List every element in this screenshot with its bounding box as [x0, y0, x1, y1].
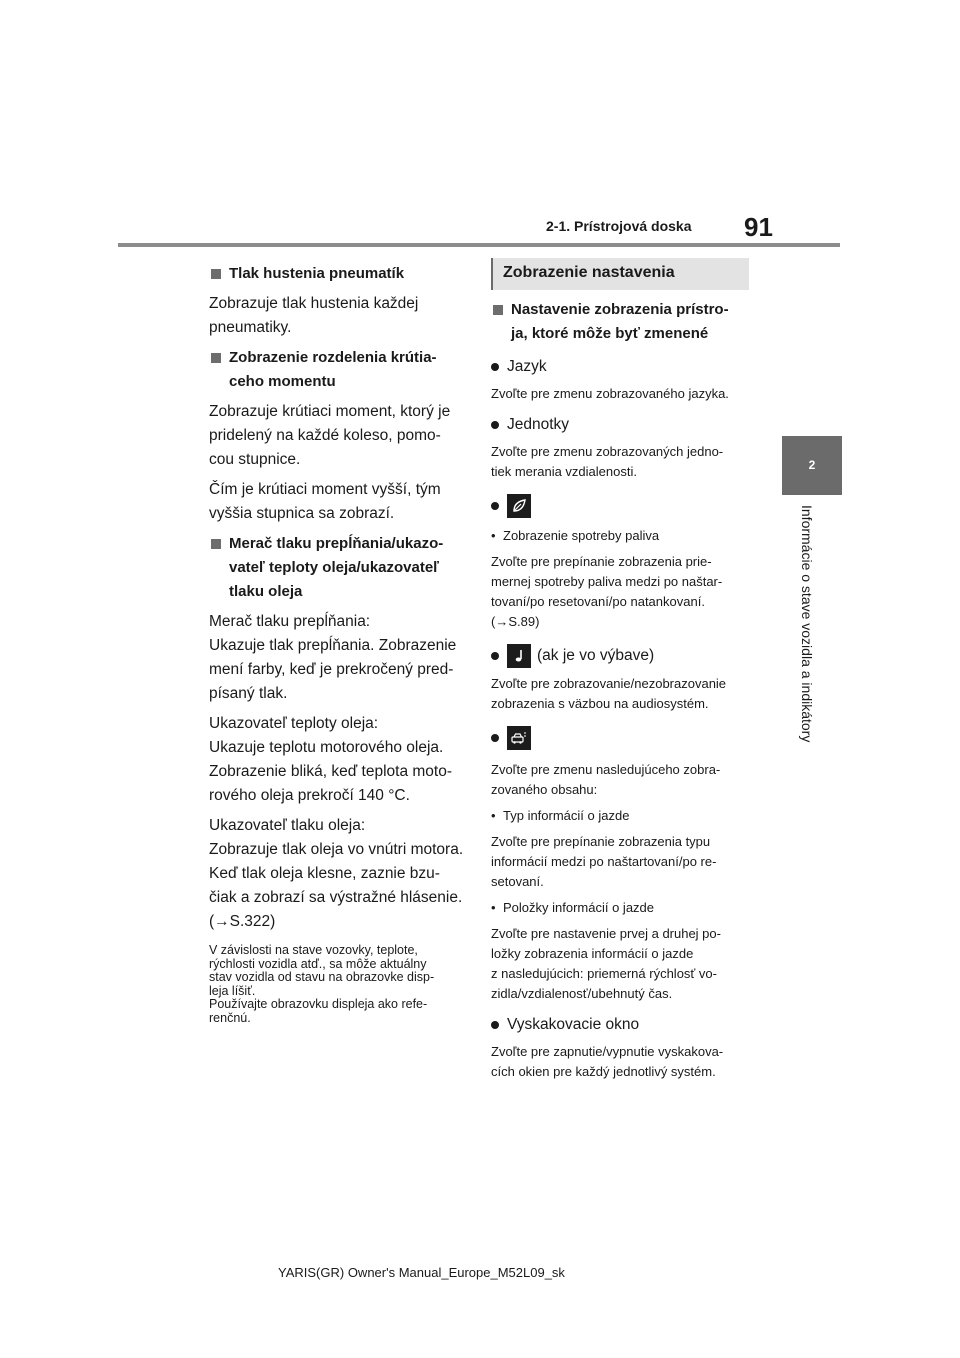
right-column	[491, 258, 753, 1082]
settings-section-header: Zobrazenie nastavenia	[491, 258, 749, 290]
bullet-dot-icon	[491, 421, 499, 429]
note: V závislosti na stave vozovky, teplote, rýchlosti vozidla atď., sa môže aktuálny stav vozidla od stavu na obrazovke disp- leja líšiť. Používajte obrazovku displeja ako refe- renčnú.	[209, 943, 435, 1025]
bullet-dot-icon	[491, 1021, 499, 1029]
square-bullet-icon	[211, 353, 221, 363]
bullet-popup: Vyskakovacie okno	[491, 1014, 753, 1036]
chapter-title: Informácie o stave vozidla a indikátory	[799, 505, 815, 743]
left-column	[209, 256, 471, 1025]
subheading-tire-pressure: Tlak hustenia pneumatík	[209, 262, 471, 286]
section-title: 2-1. Prístrojová doska	[546, 218, 692, 234]
desc: Zvoľte pre prepínanie zobrazenia typu informácií medzi po naštartovaní/po re- setovaní.	[491, 834, 717, 889]
subheading-settings: Nastavenie zobrazenia prístro- ja, ktoré môže byť zmenené	[491, 298, 753, 346]
subheading-torque: Zobrazenie rozdelenia krútia- ceho momentu	[209, 346, 471, 394]
paragraph: Zobrazuje tlak hustenia každej pneumatiky.	[209, 295, 419, 336]
desc: Zvoľte pre zapnutie/vypnutie vyskakova- cích okien pre každý jednotlivý systém.	[491, 1044, 724, 1079]
leaf-icon	[507, 494, 531, 518]
square-bullet-icon	[211, 269, 221, 279]
page-number: 91	[744, 212, 773, 242]
desc: Zvoľte pre nastavenie prvej a druhej po- ložky zobrazenia informácií o jazde z nasledujúcich: priemerná rýchlosť vo- zidla/vzdialenosť/ubehnutý čas.	[491, 926, 721, 1001]
paragraph: Ukazovateľ teploty oleja: Ukazuje teplotu motorového oleja. Zobrazenie bliká, keď teplota moto- rového oleja prekročí 140 °C.	[209, 715, 453, 804]
sub-bullet: • Položky informácií o jazde	[491, 898, 753, 918]
subheading-gauges: Merač tlaku prepĺňania/ukazo- vateľ teploty oleja/ukazovateľ tlaku oleja	[209, 532, 471, 604]
sub-bullet: • Zobrazenie spotreby paliva	[491, 526, 753, 546]
desc: Zvoľte pre zobrazovanie/nezobrazovanie zobrazenia s väzbou na audiosystém.	[491, 676, 727, 711]
paragraph: Ukazovateľ tlaku oleja: Zobrazuje tlak oleja vo vnútri motora. Keď tlak oleja klesne, zaznie bzu- čiak a zobrazí sa výstražné hlásenie. (→S.322)	[209, 817, 464, 930]
paragraph: Merač tlaku prepĺňania: Ukazuje tlak prepĺňania. Zobrazenie mení farby, keď je prekročený pred- písaný tlak.	[209, 613, 457, 702]
bullet-eco	[491, 494, 753, 518]
sub-bullet: • Typ informácií o jazde	[491, 806, 753, 826]
square-bullet-icon	[211, 539, 221, 549]
bullet-drive-info	[491, 726, 753, 750]
bullet-dot-icon	[491, 363, 499, 371]
bullet-language: Jazyk	[491, 356, 753, 378]
paragraph: Čím je krútiaci moment vyšší, tým vyššia stupnica sa zobrazí.	[209, 481, 441, 522]
footer: YARIS(GR) Owner's Manual_Europe_M52L09_sk	[278, 1265, 565, 1280]
bullet-dot-icon	[491, 502, 499, 510]
bullet-dot-icon	[491, 734, 499, 742]
square-bullet-icon	[493, 305, 503, 315]
header-rule	[118, 243, 840, 247]
bullet-units: Jednotky	[491, 414, 753, 436]
bullet-dot-icon	[491, 652, 499, 660]
desc: Zvoľte pre zmenu zobrazovaných jedno- tiek merania vzdialenosti.	[491, 444, 724, 479]
desc: Zvoľte pre prepínanie zobrazenia prie- mernej spotreby paliva medzi po naštar- tovaní/po resetovaní/po natankovaní. (→S.89)	[491, 554, 723, 629]
paragraph: Zobrazuje krútiaci moment, ktorý je pridelený na každé koleso, pomo- cou stupnice.	[209, 403, 451, 468]
music-note-icon	[507, 644, 531, 668]
desc: Zvoľte pre zmenu nasledujúceho zobra- zovaného obsahu:	[491, 762, 721, 797]
desc: Zvoľte pre zmenu zobrazovaného jazyka.	[491, 386, 729, 401]
chapter-number: 2	[808, 458, 816, 472]
drive-info-icon	[507, 726, 531, 750]
bullet-audio: (ak je vo výbave)	[491, 644, 753, 668]
